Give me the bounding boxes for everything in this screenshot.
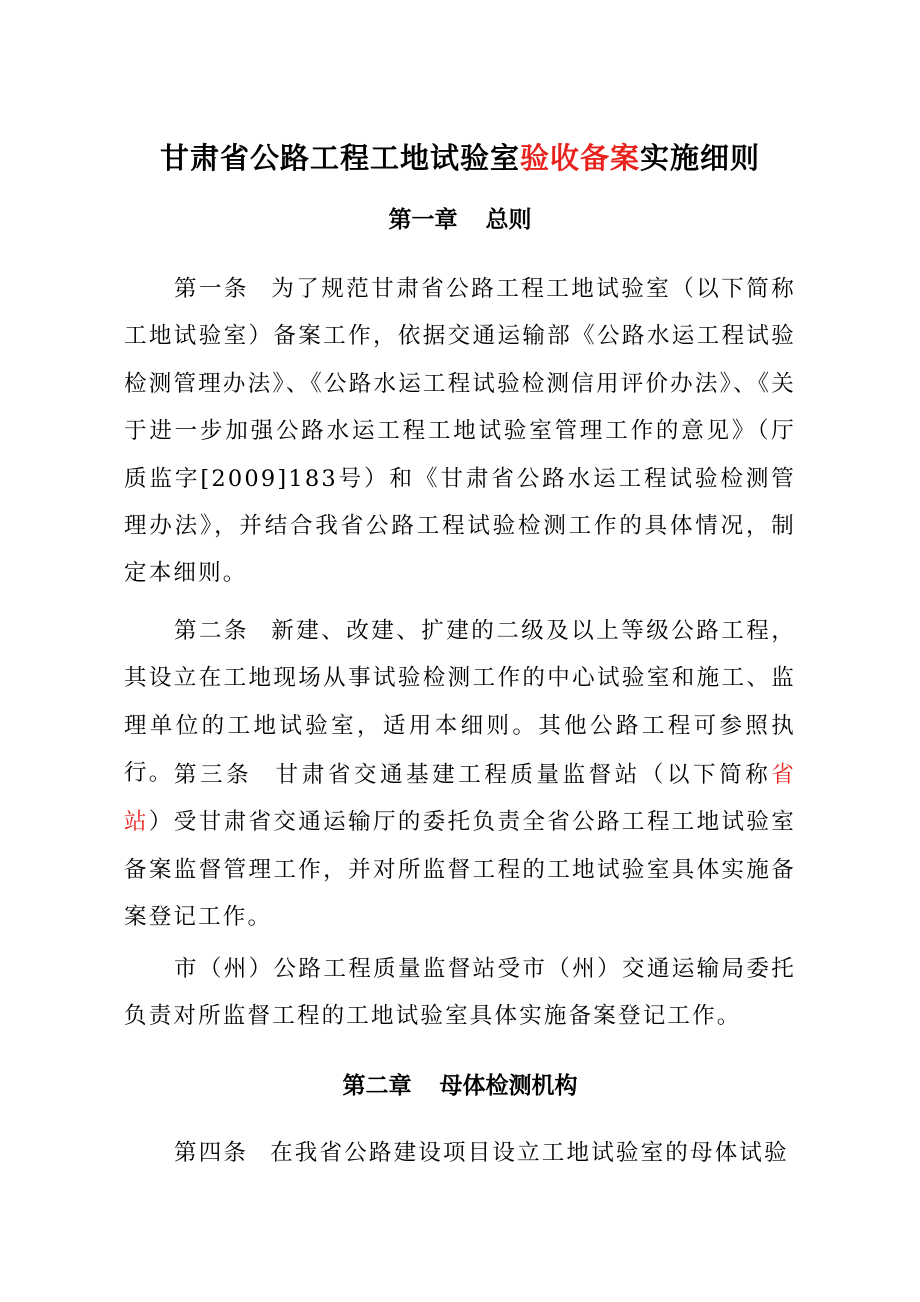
title-part2: 实施细则: [640, 141, 761, 175]
chapter-1-name: 总则: [485, 207, 532, 233]
chapter-2-label: 第二章: [342, 1073, 412, 1099]
article-4-label: 第四条: [174, 1140, 249, 1166]
document-title: [0, 136, 920, 180]
article-1-label: 第一条: [174, 276, 249, 302]
article-2-label: 第二条: [174, 618, 249, 644]
article-1: [124, 266, 796, 598]
article-2-text: 新建、改建、扩建的二级及以上等级公路工程，其设立在工地现场从事试验检测工作的中心试验室和施工、监理单位的工地试验室，适用本细则。其他公路工程可参照执行。: [124, 618, 796, 787]
article-3-label: 第三条: [174, 762, 253, 788]
article-3-extra: [124, 946, 796, 1041]
article-3-text-before: 甘肃省交通基建工程质量监督站（以下简称: [274, 762, 772, 788]
article-3-highlight: 省站: [124, 762, 796, 836]
article-4-text: 在我省公路建设项目设立工地试验室的母体试验: [270, 1140, 789, 1166]
chapter-1-heading: [0, 200, 920, 240]
chapter-1-label: 第一章: [388, 207, 458, 233]
title-highlight: 验收备案: [519, 141, 640, 175]
article-1-text: 为了规范甘肃省公路工程工地试验室（以下简称工地试验室）备案工作，依据交通运输部《公路水运工程试验检测管理办法》、《公路水运工程试验检测信用评价办法》、《关于进一步加强公路水运工程工地试验室管理工作的意见》（厅质监字[2009]183号）和《甘肃省公路水运工程试验检测管理办法》，并结合我省公路工程试验检测工作的具体情况，制定本细则。: [124, 276, 796, 587]
article-3-extra-text: 市（州）公路工程质量监督站受市（州）交通运输局委托负责对所监督工程的工地试验室具体实施备案登记工作。: [124, 956, 796, 1030]
chapter-2-name: 母体检测机构: [439, 1073, 578, 1099]
chapter-2-heading: [0, 1066, 920, 1106]
article-4: [124, 1130, 796, 1177]
article-3-text-after: ）受甘肃省交通运输厅的委托负责全省公路工程工地试验室备案监督管理工作，并对所监督工程的工地试验室具体实施备案登记工作。: [124, 809, 797, 931]
title-part1: 甘肃省公路工程工地试验室: [159, 141, 520, 175]
article-3: [124, 752, 796, 942]
